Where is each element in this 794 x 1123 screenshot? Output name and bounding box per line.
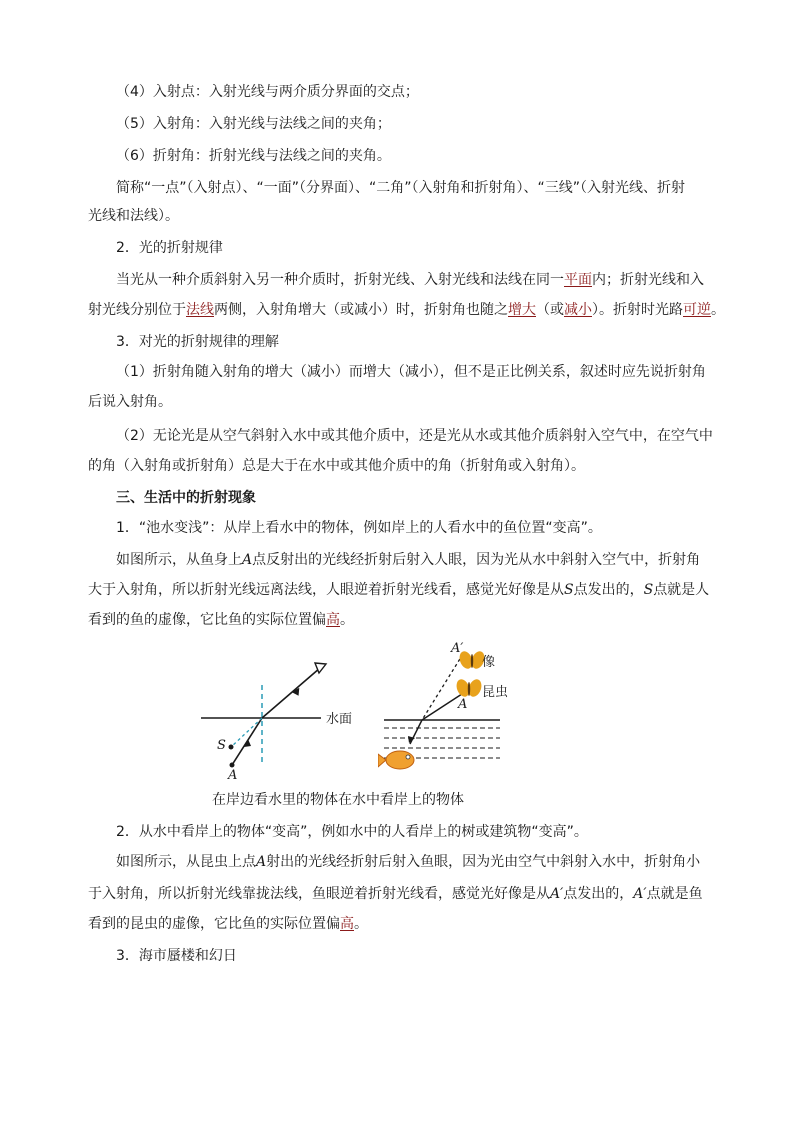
label-a: A <box>458 697 468 712</box>
label-a: A <box>228 768 238 783</box>
answer-text: 增大 <box>508 302 536 318</box>
section-heading: 2．光的折射规律 <box>116 240 223 256</box>
answer-text: 平面 <box>564 272 592 288</box>
point-a <box>230 763 235 768</box>
text-line: 简称“一点”（入射点）、“一面”（分界面）、“二角”（入射角和折射角）、“三线”（入射光线、折射 <box>116 180 686 196</box>
text-line: 2．从水中看岸上的物体“变高”，例如水中的人看岸上的树或建筑物“变高”。 <box>116 824 588 840</box>
fish-icon <box>378 751 414 769</box>
text-line: （2）无论光是从空气斜射入水中或其他介质中，还是光从水或其他介质斜射入空气中，在空气中 <box>116 428 713 444</box>
text-line: 后说入射角。 <box>88 394 172 410</box>
text-line: 大于入射角，所以折射光线远离法线，人眼逆着折射光线看，感觉光好像是从S点发出的，S点就是人 <box>88 582 710 598</box>
text-line: 的角（入射角或折射角）总是大于在水中或其他介质中的角（折射角或入射角）。 <box>88 458 585 474</box>
text-line: 于入射角，所以折射光线靠拢法线，鱼眼逆着折射光线看，感觉光好像是从A′点发出的，A′点就是鱼 <box>88 886 703 902</box>
answer-text: 可逆 <box>683 302 711 318</box>
answer-text: 法线 <box>186 302 214 318</box>
water-surface-label: 水面 <box>326 712 353 727</box>
label-s: S <box>217 738 226 753</box>
text-line: 看到的昆虫的虚像，它比鱼的实际位置偏高。 <box>88 916 368 932</box>
image-label: 像 <box>482 655 496 670</box>
text-line: 当光从一种介质斜射入另一种介质时，折射光线、入射光线和法线在同一平面内；折射光线和入 <box>116 272 704 288</box>
text-line: 如图所示，从昆虫上点A射出的光线经折射后射入鱼眼，因为光由空气中斜射入水中，折射角小 <box>116 854 701 870</box>
text-line: 射光线分别位于法线两侧，入射角增大（或减小）时，折射角也随之增大（或减小）。折射时光路可逆。 <box>88 302 725 318</box>
text-line: （6）折射角：折射光线与法线之间的夹角。 <box>116 148 391 164</box>
label-a-prime: A′ <box>451 641 464 656</box>
point-s <box>229 745 234 750</box>
insect-label: 昆虫 <box>482 685 509 700</box>
text-line: （4）入射点：入射光线与两介质分界面的交点； <box>116 84 419 100</box>
text-line: 看到的鱼的虚像，它比鱼的实际位置偏高。 <box>88 612 354 628</box>
section-heading: 三、生活中的折射现象 <box>116 490 256 506</box>
figure-caption: 在岸边看水里的物体在水中看岸上的物体 <box>212 792 464 808</box>
text-line: （5）入射角：入射光线与法线之间的夹角； <box>116 116 391 132</box>
refracted-ray <box>262 668 320 718</box>
text-line: 光线和法线）。 <box>88 208 179 224</box>
answer-text: 高 <box>340 916 354 932</box>
text-line: 1．“池水变浅”：从岸上看水中的物体，例如岸上的人看水中的鱼位置“变高”。 <box>116 520 602 536</box>
section-heading: 3．海市蜃楼和幻日 <box>116 948 237 964</box>
text-line: 如图所示，从鱼身上A点反射出的光线经折射后射入人眼，因为光从水中斜射入空气中，折射角 <box>116 552 701 568</box>
arrow-head-icon <box>244 739 251 747</box>
section-heading: 3．对光的折射规律的理解 <box>116 334 279 350</box>
answer-text: 高 <box>326 612 340 628</box>
refraction-figure-right <box>378 640 528 785</box>
refraction-figure-left <box>195 655 370 785</box>
text-line: （1）折射角随入射角的增大（减小）而增大（减小），但不是正比例关系，叙述时应先说折射角 <box>116 364 706 380</box>
answer-text: 减小 <box>564 302 592 318</box>
